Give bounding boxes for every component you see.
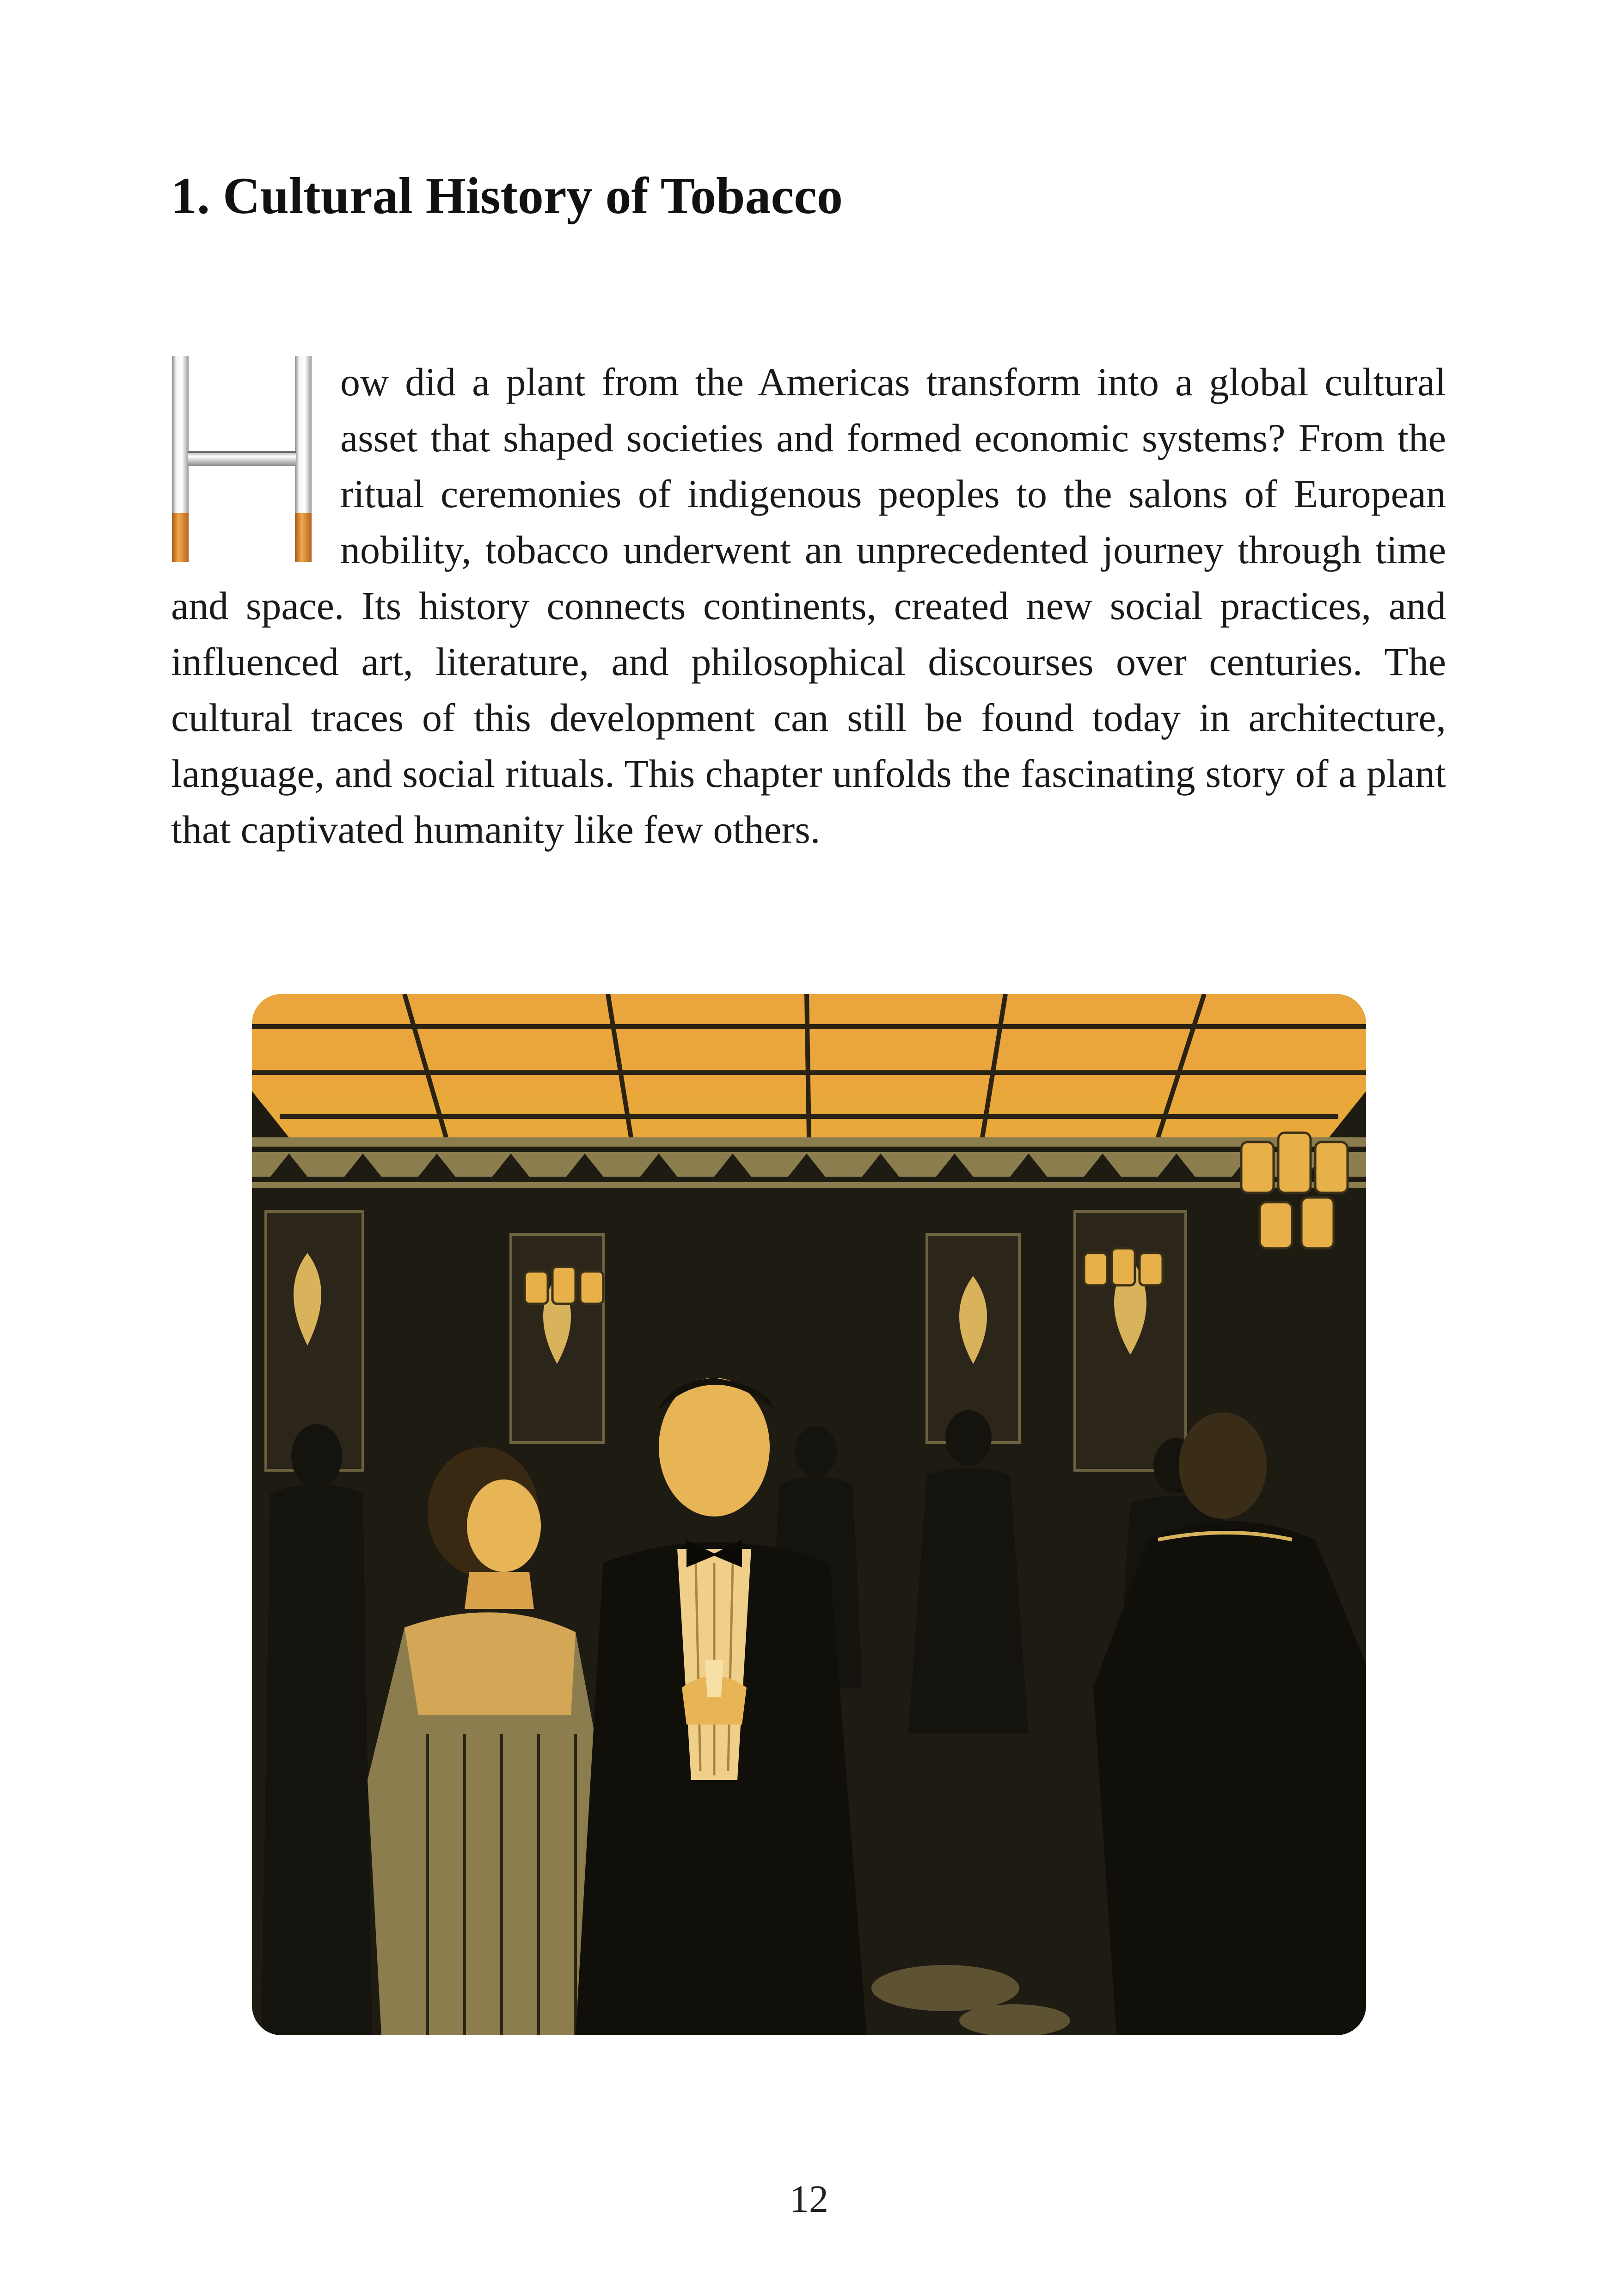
intro-text: ow did a plant from the Americas transform into a global cultural asset that shaped societies and formed economic systems? From the ritual ceremonies of indigenous peoples to the salons of European nobility, tobacco underwent an unprecedented journey through time and space. Its history connects continents, created new social practices, and influenced art, literature, and philosophical discourses over centuries. The cultural traces of this development can still be found today in architecture, language, and social rituals. This chapter unfolds the fascinating story of a plant that captivated humanity like few others. bbox=[171, 360, 1446, 852]
intro-paragraph bbox=[171, 354, 1446, 858]
chapter-title: 1. Cultural History of Tobacco bbox=[171, 167, 843, 225]
art-deco-lounge-illustration bbox=[252, 994, 1366, 2035]
page-number: 12 bbox=[790, 2178, 828, 2221]
